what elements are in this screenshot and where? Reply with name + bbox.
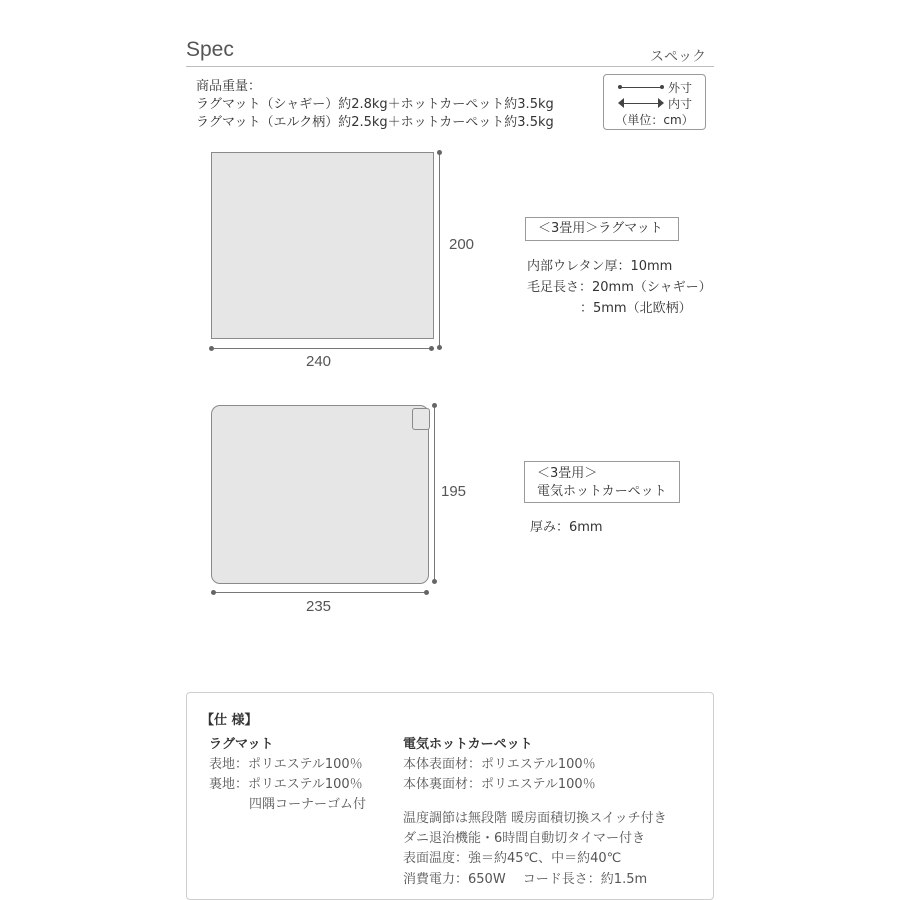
carpet-label-box	[524, 461, 680, 503]
spec-carpet-title: 電気ホットカーペット	[403, 737, 533, 752]
page-title: Spec	[186, 38, 234, 61]
dimension-dot-icon	[432, 403, 437, 408]
spec-rug-line: 表地：ポリエステル100％	[209, 757, 363, 772]
dimension-dot-icon	[437, 150, 442, 155]
page-title-ja: スペック	[650, 49, 706, 65]
spec-carpet-line: ダニ退治機能・6時間自動切タイマー付き	[403, 831, 646, 846]
carpet-height-value: 195	[441, 483, 467, 500]
dimension-dot-icon	[209, 346, 214, 351]
rug-height-line	[439, 152, 440, 348]
carpet-thickness: 厚み：6mm	[530, 520, 603, 535]
carpet-label-size: ＜3畳用＞	[537, 466, 598, 481]
controller-icon	[412, 408, 430, 430]
weight-line-shaggy: ラグマット（シャギー）約2.8kg＋ホットカーペット約3.5kg	[196, 97, 554, 112]
carpet-height-line	[434, 405, 435, 582]
spec-heading: 【仕 様】	[201, 713, 258, 728]
dimension-legend	[603, 74, 706, 130]
rug-pile-nordic: ：5mm（北欧柄）	[580, 301, 692, 316]
rug-info	[527, 256, 712, 319]
carpet-label-name: 電気ホットカーペット	[537, 484, 667, 499]
spec-carpet-line: 表面温度：強＝約45℃、中＝約40℃	[403, 851, 622, 866]
dimension-dot-icon	[211, 590, 216, 595]
weight-label: 商品重量：	[196, 79, 262, 94]
rug-height-value: 200	[449, 236, 475, 253]
legend-inner-label: 内寸	[668, 97, 693, 111]
dimension-dot-icon	[437, 345, 442, 350]
spec-carpet-line: 消費電力：650W コード長さ：約1.5m	[403, 872, 648, 887]
legend-dot-icon	[660, 85, 664, 89]
rug-diagram	[211, 152, 434, 339]
legend-outer-label: 外寸	[668, 81, 693, 95]
carpet-width-value: 235	[306, 598, 332, 615]
spec-carpet-line: 本体表面材：ポリエステル100％	[403, 757, 596, 772]
legend-outer-line	[620, 87, 662, 88]
arrow-right-icon	[658, 98, 664, 108]
rug-urethane: 内部ウレタン厚：10mm	[527, 259, 673, 274]
dimension-dot-icon	[432, 579, 437, 584]
legend-outer-row	[604, 79, 705, 95]
legend-inner-row	[604, 95, 705, 111]
rug-width-value: 240	[306, 353, 332, 370]
spec-panel	[186, 692, 714, 900]
header-divider	[186, 66, 714, 67]
hot-carpet-diagram	[211, 405, 429, 584]
carpet-width-line	[213, 592, 427, 593]
product-weight	[196, 78, 554, 132]
weight-line-elk: ラグマット（エルク柄）約2.5kg＋ホットカーペット約3.5kg	[196, 115, 554, 130]
spec-rug-line: 裏地：ポリエステル100％	[209, 777, 363, 792]
dimension-dot-icon	[424, 590, 429, 595]
rug-width-line	[211, 348, 432, 349]
spec-rug-title: ラグマット	[209, 737, 274, 752]
spec-rug-line: 四隅コーナーゴム付	[249, 797, 367, 812]
legend-unit: （単位：cm）	[615, 113, 694, 127]
legend-inner-line	[620, 103, 662, 104]
rug-pile-shaggy: 毛足長さ：20mm（シャギー）	[527, 280, 712, 295]
spec-carpet-line: 本体裏面材：ポリエステル100％	[403, 777, 596, 792]
spec-carpet-line: 温度調節は無段階 暖房面積切換スイッチ付き	[403, 811, 667, 826]
rug-label-box: ＜3畳用＞ラグマット	[525, 217, 679, 241]
dimension-dot-icon	[429, 346, 434, 351]
